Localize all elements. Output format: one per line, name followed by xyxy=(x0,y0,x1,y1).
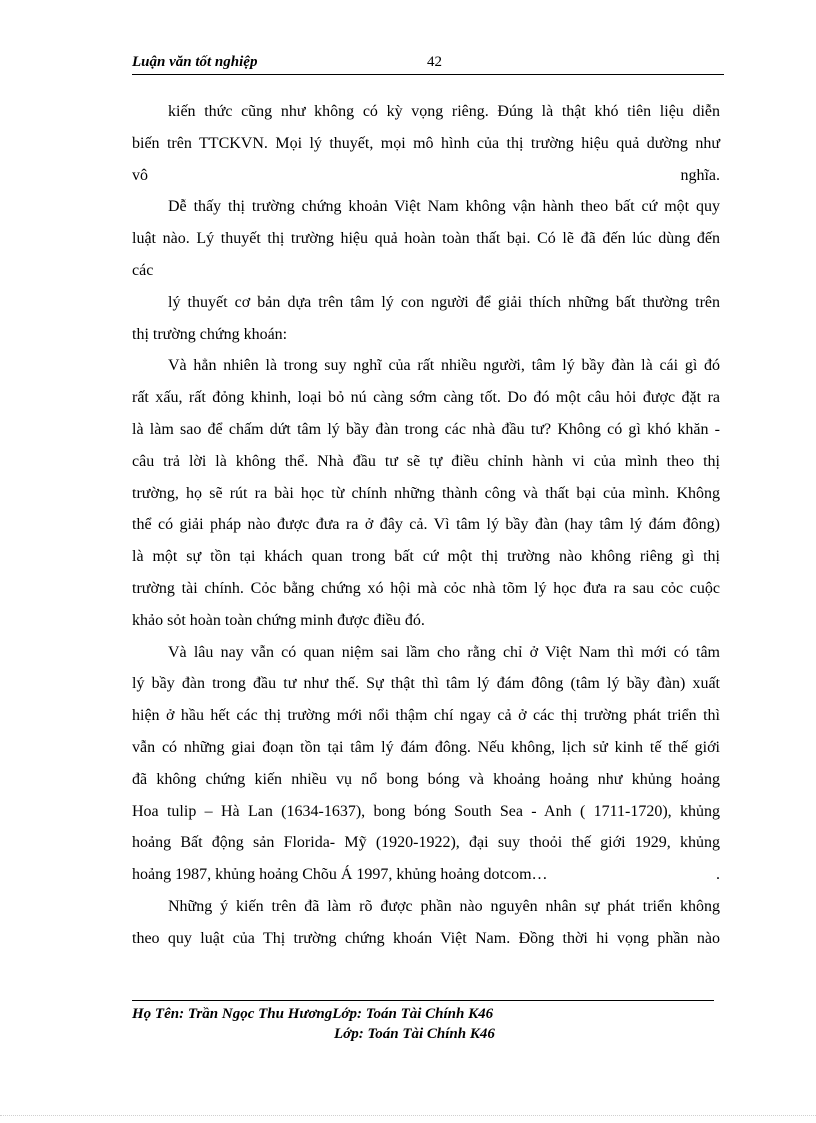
text-line: câu trả lời là không thể. Nhà đầu tư sẽ tự điều chỉnh hành vi của mình theo thị xyxy=(132,452,720,470)
text-line: Dễ thấy thị trường chứng khoản Việt Nam không vận hành theo bất cứ một quy xyxy=(168,198,720,216)
text-line-split xyxy=(132,859,720,891)
text-line: Những ý kiến trên đã làm rõ được phần nào nguyên nhân sự phát triển không xyxy=(168,897,720,915)
text-line: Và hẳn nhiên là trong suy nghĩ của rất nhiều người, tâm lý bầy đàn là cái gì đó xyxy=(168,357,720,375)
text-line: thể có giải pháp nào được đưa ra ở đây cả. Vì tâm lý bầy đàn (hay tâm lý đám đông) xyxy=(132,516,720,534)
header-title: Luận văn tốt nghiệp xyxy=(132,54,258,70)
text-fragment: nghĩa. xyxy=(680,166,720,184)
text-line: là làm sao để chấm dứt tâm lý bầy đàn trong các nhà đầu tư? Không có gì khó khăn - xyxy=(132,420,720,438)
text-line: thị trường chứng khoán: xyxy=(132,325,288,343)
text-line: đã không chứng kiến nhiều vụ nổ bong bóng và khoảng hoảng như khủng hoảng xyxy=(132,770,720,788)
footer-rule xyxy=(132,1000,714,1001)
text-line: trường, họ sẽ rút ra bài học từ chính những thành công và thất bại của mình. Không xyxy=(132,484,720,502)
text-line: Hoa tulip – Hà Lan (1634-1637), bong bóng South Sea - Anh ( 1711-1720), khủng xyxy=(132,802,720,820)
text-line: vẫn có những giai đoạn tồn tại tâm lý đám đông. Nếu không, lịch sử kinh tế thế giới xyxy=(132,738,720,756)
body-text xyxy=(132,96,720,955)
text-fragment: hoảng 1987, khủng hoảng Chõu Á 1997, khủng hoảng dotcom… xyxy=(132,866,548,884)
text-fragment: . xyxy=(716,866,720,884)
text-line: Và lâu nay vẫn có quan niệm sai lầm cho rằng chỉ ở Việt Nam thì mới có tâm xyxy=(168,643,720,661)
text-line: là một sự tồn tại khách quan trong bất cứ một thị trường nào không riêng gì thị xyxy=(132,548,720,566)
text-line: hiện ở hầu hết các thị trường mới nổi thậm chí ngay cả ở các thị trường phát triển thì xyxy=(132,707,720,725)
text-line: trường tài chính. Cỏc bằng chứng xó hội mà cỏc nhà tõm lý học đưa ra sau cỏc cuộc xyxy=(132,579,720,597)
text-line: rất xấu, rất đỏng khinh, loại bỏ nú càng sớm càng tốt. Do đó một câu hỏi được đặt ra xyxy=(132,389,720,407)
page-header xyxy=(132,52,724,75)
text-line: lý bầy đàn trong đầu tư như thế. Sự thật thì tâm lý đám đông (tâm lý bầy đàn) xuất xyxy=(132,675,720,693)
text-line: theo quy luật của Thị trường chứng khoán Việt Nam. Đồng thời hi vọng phần nào xyxy=(132,929,720,947)
text-line: lý thuyết cơ bản dựa trên tâm lý con người để giải thích những bất thường trên xyxy=(168,293,720,311)
page-edge-divider xyxy=(0,1115,816,1116)
text-line: biến trên TTCKVN. Mọi lý thuyết, mọi mô hình của thị trường hiệu quả dường như xyxy=(132,134,720,152)
text-line: hoảng Bất động sản Florida- Mỹ (1920-1922), đại suy thoỏi thế giới 1929, khủng xyxy=(132,834,720,852)
text-line: kiến thức cũng như không có kỳ vọng riêng. Đúng là thật khó tiên liệu diễn xyxy=(168,103,720,120)
page-number: 42 xyxy=(427,54,442,70)
text-line-split xyxy=(132,160,720,192)
text-fragment: vô xyxy=(132,166,148,184)
footer-author: Họ Tên: Trần Ngọc Thu HươngLớp: Toán Tài Chính K46 xyxy=(132,1006,494,1022)
footer-class: Lớp: Toán Tài Chính K46 xyxy=(334,1026,495,1042)
text-line: luật nào. Lý thuyết thị trường hiệu quả hoàn toàn thất bại. Có lẽ đã đến lúc dùng đến xyxy=(132,230,720,248)
text-line: các xyxy=(132,261,154,279)
text-line: khảo sỏt hoàn toàn chứng minh được điều đó. xyxy=(132,611,425,629)
